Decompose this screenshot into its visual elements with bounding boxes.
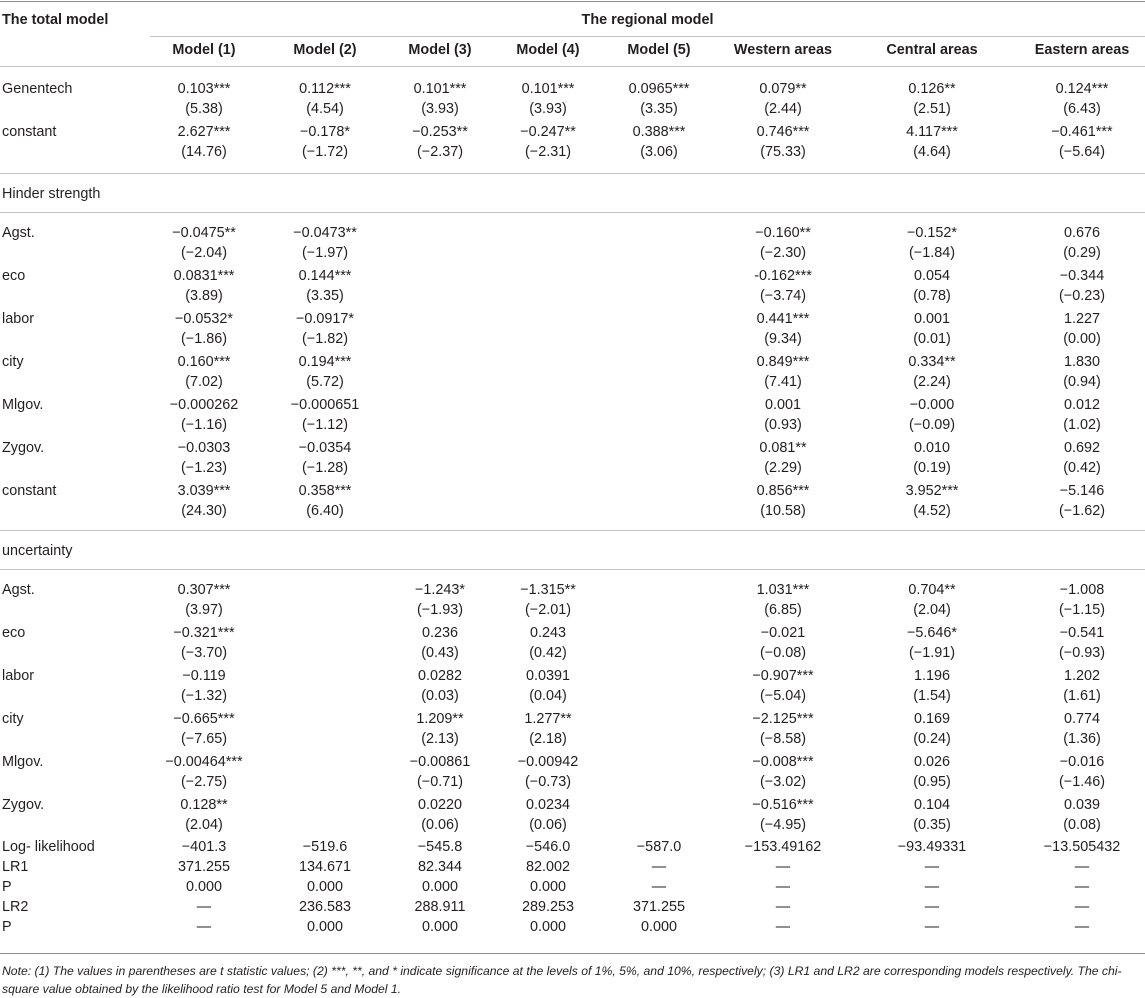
coefficient-cell: −0.160** [755,225,811,241]
coefficient-cell: −0.000262 [169,397,239,413]
coefficient-cell: −1.008 [1059,582,1105,598]
coefficient-cell: 1.277** [524,711,572,727]
tstat-cell: (−3.74) [760,288,806,304]
column-header: Western areas [733,42,833,58]
tstat-cell: (−0.09) [909,417,955,433]
stat-label: P [2,879,12,895]
coefficient-cell: 0.358*** [298,483,352,499]
tstat-cell: (75.33) [760,144,806,160]
header-total-model: The total model [2,12,109,28]
tstat-cell: (2.04) [185,817,223,833]
coefficient-cell: −0.541 [1059,625,1105,641]
tstat-cell: (−0.73) [525,774,571,790]
stat-value-cell: 0.000 [306,879,343,895]
coefficient-cell: 0.026 [913,754,950,770]
row-label: Agst. [2,225,35,241]
coefficient-cell: 0.169 [913,711,950,727]
coefficient-cell: 3.952*** [905,483,959,499]
coefficient-cell: −5.146 [1059,483,1105,499]
coefficient-cell: −0.516*** [752,797,814,813]
tstat-cell: (2.44) [764,101,802,117]
stat-value-cell: −153.49162 [744,839,822,855]
coefficient-cell: −0.021 [760,625,806,641]
tstat-cell: (2.24) [913,374,951,390]
coefficient-cell: 0.010 [913,440,950,456]
coefficient-cell: −0.008*** [752,754,814,770]
stat-value-cell: −546.0 [525,839,571,855]
section-rule [0,173,1145,174]
row-label: Mlgov. [2,754,44,770]
coefficient-cell: −2.125*** [752,711,814,727]
column-header: Model (2) [293,42,357,58]
tstat-cell: (−3.70) [181,645,227,661]
tstat-cell: (3.35) [640,101,678,117]
coefficient-cell: 0.101*** [521,81,575,97]
coefficient-cell: 0.0965*** [628,81,690,97]
coefficient-cell: 0.101*** [413,81,467,97]
coefficient-cell: −0.0473** [293,225,357,241]
column-header: Model (5) [627,42,691,58]
coefficient-cell: 0.103*** [177,81,231,97]
coefficient-cell: −0.00942 [517,754,579,770]
coefficient-cell: −0.907*** [752,668,814,684]
tstat-cell: (4.52) [913,503,951,519]
tstat-cell: (−3.02) [760,774,806,790]
tstat-cell: (−7.65) [181,731,227,747]
stat-value-cell: — [775,859,791,875]
tstat-cell: (14.76) [181,144,227,160]
tstat-cell: (0.01) [913,331,951,347]
coefficient-cell: −1.315** [520,582,576,598]
stat-value-cell: −519.6 [302,839,348,855]
tstat-cell: (4.64) [913,144,951,160]
coefficient-cell: 0.001 [913,311,950,327]
coefficient-cell: 0.0831*** [173,268,235,284]
coefficient-cell: −0.119 [182,668,226,684]
tstat-cell: (3.06) [640,144,678,160]
stat-value-cell: 371.255 [177,859,231,875]
column-header: Eastern areas [1034,42,1130,58]
coefficient-cell: 0.0220 [417,797,462,813]
coefficient-cell: 0.849*** [756,354,810,370]
tstat-cell: (5.72) [306,374,344,390]
stat-value-cell: −401.3 [181,839,227,855]
coefficient-cell: 0.001 [764,397,801,413]
stat-value-cell: — [775,899,791,915]
tstat-cell: (0.94) [1063,374,1101,390]
row-label: labor [2,668,34,684]
tstat-cell: (2.04) [913,602,951,618]
coefficient-cell: 1.202 [1063,668,1100,684]
coefficient-cell: 0.124*** [1055,81,1109,97]
stat-label: LR1 [2,859,29,875]
coefficient-cell: −0.665*** [173,711,235,727]
coefficient-cell: -0.162*** [754,268,812,284]
tstat-cell: (−2.04) [181,245,227,261]
tstat-cell: (−5.64) [1059,144,1105,160]
coefficient-cell: −5.646* [906,625,958,641]
stat-value-cell: — [924,919,940,935]
tstat-cell: (−1.62) [1059,503,1105,519]
tstat-cell: (−1.82) [302,331,348,347]
tstat-cell: (−8.58) [760,731,806,747]
stat-label: Log- likelihood [2,839,95,855]
rule-header [0,66,1145,67]
stat-value-cell: — [924,899,940,915]
tstat-cell: (0.95) [913,774,951,790]
stat-value-cell: 0.000 [185,879,222,895]
tstat-cell: (−2.01) [525,602,571,618]
tstat-cell: (−2.37) [417,144,463,160]
tstat-cell: (0.19) [913,460,951,476]
tstat-cell: (1.61) [1063,688,1101,704]
row-label: constant [2,124,57,140]
tstat-cell: (0.43) [421,645,459,661]
coefficient-cell: 1.227 [1063,311,1100,327]
coefficient-cell: 0.774 [1063,711,1100,727]
coefficient-cell: 0.307*** [177,582,231,598]
tstat-cell: (−2.31) [525,144,571,160]
row-label: Mlgov. [2,397,44,413]
stat-value-cell: 0.000 [640,919,677,935]
tstat-cell: (0.06) [421,817,459,833]
tstat-cell: (−1.15) [1059,602,1105,618]
coefficient-cell: 0.746*** [756,124,810,140]
stat-value-cell: — [651,879,667,895]
coefficient-cell: −0.016 [1059,754,1105,770]
tstat-cell: (−0.93) [1059,645,1105,661]
tstat-cell: (−1.72) [302,144,348,160]
column-header: Model (4) [516,42,580,58]
rule-bottom [0,953,1145,954]
coefficient-cell: 0.126** [908,81,956,97]
tstat-cell: (−0.71) [417,774,463,790]
coefficient-cell: 0.0234 [525,797,570,813]
stat-value-cell: −545.8 [417,839,463,855]
coefficient-cell: 0.0391 [525,668,570,684]
stat-value-cell: — [651,859,667,875]
tstat-cell: (2.18) [529,731,567,747]
coefficient-cell: 0.0282 [417,668,462,684]
tstat-cell: (24.30) [181,503,227,519]
row-label: eco [2,625,26,641]
coefficient-cell: 0.081** [759,440,807,456]
tstat-cell: (−0.23) [1059,288,1105,304]
stat-value-cell: 0.000 [306,919,343,935]
tstat-cell: (3.97) [185,602,223,618]
row-label: city [2,354,24,370]
coefficient-cell: 0.194*** [298,354,352,370]
stat-value-cell: 0.000 [421,879,458,895]
stat-value-cell: 236.583 [298,899,352,915]
tstat-cell: (−2.75) [181,774,227,790]
section-rule [0,569,1145,570]
tstat-cell: (1.54) [913,688,951,704]
header-regional-model: The regional model [581,12,714,28]
tstat-cell: (2.51) [913,101,951,117]
tstat-cell: (7.41) [764,374,802,390]
stat-value-cell: — [924,879,940,895]
row-label: Zygov. [2,440,45,456]
coefficient-cell: −0.247** [520,124,576,140]
row-label: city [2,711,24,727]
tstat-cell: (0.08) [1063,817,1101,833]
coefficient-cell: −0.000 [909,397,955,413]
table-note: Note: (1) The values in parentheses are t statistic values; (2) ***, **, and * indicate significance at the levels of 1%, 5%, and 10%, respectively; (3) LR1 and LR2 are corresponding models respectively. The chi-square value obtained by the likelihood ratio test for Model 5 and Model 1. [2,964,1122,996]
coefficient-cell: 1.196 [913,668,950,684]
coefficient-cell: 0.856*** [756,483,810,499]
coefficient-cell: −0.000651 [290,397,360,413]
tstat-cell: (5.38) [185,101,223,117]
coefficient-cell: 0.334** [908,354,956,370]
tstat-cell: (−1.86) [181,331,227,347]
coefficient-cell: 0.692 [1063,440,1100,456]
tstat-cell: (7.02) [185,374,223,390]
tstat-cell: (0.42) [529,645,567,661]
row-label: Agst. [2,582,35,598]
tstat-cell: (3.93) [529,101,567,117]
tstat-cell: (0.78) [913,288,951,304]
coefficient-cell: 3.039*** [177,483,231,499]
stat-value-cell: −13.505432 [1043,839,1121,855]
coefficient-cell: 0.243 [529,625,566,641]
tstat-cell: (0.93) [764,417,802,433]
coefficient-cell: −0.0475** [172,225,236,241]
tstat-cell: (0.24) [913,731,951,747]
tstat-cell: (−1.16) [181,417,227,433]
coefficient-cell: 1.830 [1063,354,1100,370]
stat-value-cell: 82.344 [417,859,462,875]
rule-group [150,36,1145,37]
rule-top [0,1,1145,2]
row-label: Genentech [2,81,73,97]
coefficient-cell: 0.236 [421,625,458,641]
coefficient-cell: 4.117*** [906,124,958,140]
coefficient-cell: −0.344 [1059,268,1105,284]
stat-value-cell: 82.002 [525,859,570,875]
column-header: Model (3) [408,42,472,58]
tstat-cell: (6.40) [306,503,344,519]
stat-label: P [2,919,12,935]
tstat-cell: (9.34) [764,331,802,347]
coefficient-cell: 0.012 [1063,397,1100,413]
tstat-cell: (−4.95) [760,817,806,833]
tstat-cell: (−1.28) [302,460,348,476]
tstat-cell: (0.35) [913,817,951,833]
tstat-cell: (−1.12) [302,417,348,433]
coefficient-cell: 0.160*** [177,354,231,370]
tstat-cell: (2.13) [421,731,459,747]
tstat-cell: (0.29) [1063,245,1101,261]
stat-value-cell: −587.0 [636,839,682,855]
coefficient-cell: −0.0532* [174,311,234,327]
coefficient-cell: −0.0917* [295,311,355,327]
tstat-cell: (3.89) [185,288,223,304]
stat-value-cell: — [924,859,940,875]
stat-value-cell: −93.49331 [897,839,967,855]
coefficient-cell: 0.104 [913,797,950,813]
stat-value-cell: — [1074,859,1090,875]
tstat-cell: (1.36) [1063,731,1101,747]
coefficient-cell: 0.039 [1063,797,1100,813]
tstat-cell: (0.06) [529,817,567,833]
tstat-cell: (−1.97) [302,245,348,261]
column-header: Central areas [886,42,978,58]
tstat-cell: (6.43) [1063,101,1101,117]
coefficient-cell: −0.321*** [173,625,235,641]
tstat-cell: (−1.32) [181,688,227,704]
tstat-cell: (2.29) [764,460,802,476]
section-rule [0,212,1145,213]
coefficient-cell: 0.676 [1063,225,1100,241]
tstat-cell: (−2.30) [760,245,806,261]
coefficient-cell: 1.209** [416,711,464,727]
coefficient-cell: 0.144*** [298,268,352,284]
coefficient-cell: 2.627*** [177,124,231,140]
row-label: constant [2,483,57,499]
tstat-cell: (10.58) [760,503,806,519]
coefficient-cell: −1.243* [414,582,466,598]
section-title: Hinder strength [2,186,101,202]
section-title: uncertainty [2,543,73,559]
coefficient-cell: −0.00464*** [165,754,243,770]
stat-value-cell: 288.911 [414,899,466,915]
coefficient-cell: −0.461*** [1051,124,1113,140]
coefficient-cell: −0.00861 [409,754,471,770]
stat-value-cell: — [775,879,791,895]
stat-value-cell: — [1074,899,1090,915]
coefficient-cell: 0.441*** [756,311,810,327]
stat-value-cell: 134.671 [298,859,352,875]
section-rule [0,530,1145,531]
stat-value-cell: — [775,919,791,935]
stat-value-cell: — [196,899,212,915]
tstat-cell: (0.42) [1063,460,1101,476]
tstat-cell: (4.54) [306,101,344,117]
tstat-cell: (3.93) [421,101,459,117]
coefficient-cell: −0.178* [299,124,351,140]
tstat-cell: (6.85) [764,602,802,618]
coefficient-cell: −0.0303 [177,440,231,456]
column-header: Model (1) [172,42,236,58]
tstat-cell: (1.02) [1063,417,1101,433]
row-label: eco [2,268,26,284]
coefficient-cell: 0.054 [913,268,950,284]
tstat-cell: (−0.08) [760,645,806,661]
stat-value-cell: 0.000 [421,919,458,935]
stat-value-cell: — [1074,919,1090,935]
coefficient-cell: 0.128** [180,797,228,813]
tstat-cell: (−5.04) [760,688,806,704]
coefficient-cell: 0.079** [759,81,807,97]
coefficient-cell: 0.704** [908,582,956,598]
coefficient-cell: 0.388*** [632,124,686,140]
tstat-cell: (−1.46) [1059,774,1105,790]
tstat-cell: (0.00) [1063,331,1101,347]
coefficient-cell: −0.0354 [298,440,352,456]
tstat-cell: (0.03) [421,688,459,704]
tstat-cell: (−1.84) [909,245,955,261]
tstat-cell: (3.35) [306,288,344,304]
row-label: Zygov. [2,797,45,813]
stat-value-cell: 289.253 [521,899,575,915]
coefficient-cell: −0.152* [906,225,958,241]
stat-value-cell: 371.255 [632,899,686,915]
coefficient-cell: −0.253** [412,124,468,140]
row-label: labor [2,311,34,327]
stat-value-cell: — [1074,879,1090,895]
stat-value-cell: 0.000 [529,919,566,935]
tstat-cell: (−1.23) [181,460,227,476]
coefficient-cell: 1.031*** [756,582,810,598]
tstat-cell: (−1.91) [909,645,955,661]
stat-value-cell: 0.000 [529,879,566,895]
stat-value-cell: — [196,919,212,935]
coefficient-cell: 0.112*** [299,81,351,97]
tstat-cell: (−1.93) [417,602,463,618]
tstat-cell: (0.04) [529,688,567,704]
stat-label: LR2 [2,899,29,915]
